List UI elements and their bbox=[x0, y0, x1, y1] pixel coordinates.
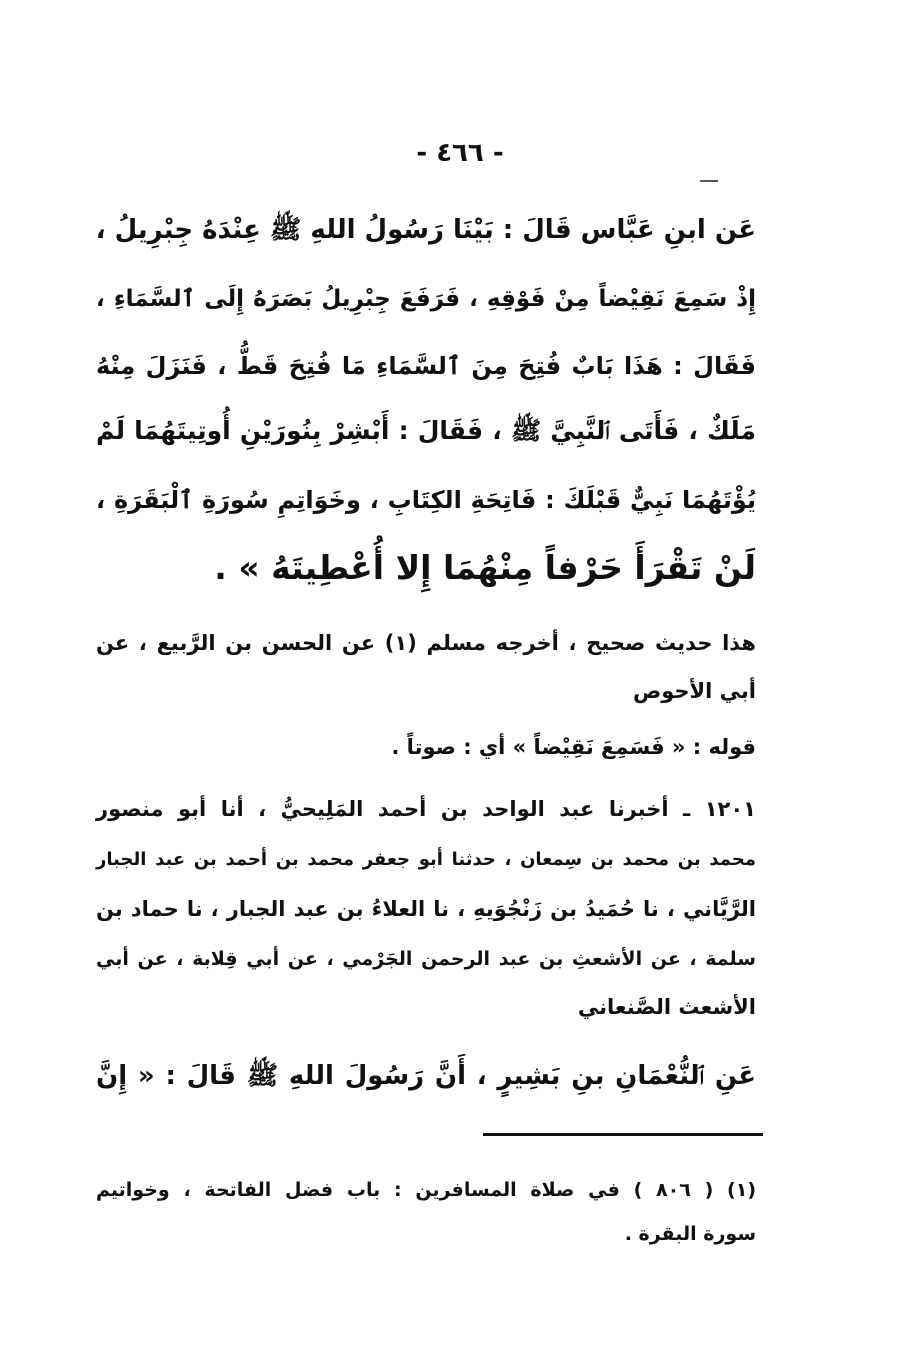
hadith-1-line: مَلَكٌ ، فَأَتَى ٱلنَّبِيَّ ﷺ ، فَقَالَ : أَبْشِرْ بِنُورَيْنِ أُوتِيتَهُمَا لَمْ bbox=[96, 415, 756, 445]
footnote-line: سورة البقرة . bbox=[624, 1223, 756, 1245]
commentary-line: هذا حديث صحيح ، أخرجه مسلم (١) عن الحسن بن الرَّبيع ، عن bbox=[96, 631, 756, 655]
page-number: - ٤٦٦ - bbox=[416, 138, 504, 168]
hadith-1-line: فَقَالَ : هَذَا بَابٌ فُتِحَ مِنَ ٱلسَّمَاءِ مَا فُتِحَ قَطُّ ، فَنَزَلَ مِنْهُ bbox=[96, 352, 756, 380]
isnad-line: سلمة ، عن الأشعثِ بن عبد الرحمن الجَرْمي ، عن أبي قِلابة ، عن أبي bbox=[96, 948, 756, 970]
isnad-line: ١٢٠١ ـ أخبرنا عبد الواحد بن أحمد المَلِيحيُّ ، أنا أبو منصور bbox=[96, 797, 756, 821]
hadith-2-line: عَنِ ٱلنُّعْمَانِ بنِ بَشِيرٍ ، أَنَّ رَسُولَ اللهِ ﷺ قَالَ : « إِنَّ bbox=[96, 1061, 756, 1091]
footnote-rule bbox=[483, 1133, 763, 1136]
hadith-1-line: عَن ابنِ عَبَّاس قَالَ : بَيْنَا رَسُولُ اللهِ ﷺ عِنْدَهُ جِبْرِيلُ ، bbox=[95, 215, 756, 245]
isnad-line: الأشعث الصَّنعاني bbox=[577, 995, 756, 1019]
hadith-1-line: لَنْ تَقْرَأَ حَرْفاً مِنْهُمَا إِلا أُعْطِيتَهُ » . bbox=[214, 547, 756, 587]
scan-mark bbox=[700, 180, 718, 182]
commentary-line: قوله : « فَسَمِعَ نَقِيْضاً » أي : صوتاً . bbox=[391, 735, 756, 759]
hadith-1-line: إِذْ سَمِعَ نَقِيْضاً مِنْ فَوْقِهِ ، فَرَفَعَ جِبْرِيلُ بَصَرَهُ إِلَى ٱلسَّمَاءِ ، bbox=[96, 286, 756, 312]
footnote-line: (١) ( ٨٠٦ ) في صلاة المسافرين : باب فضل الفاتحة ، وخواتيم bbox=[96, 1179, 756, 1201]
isnad-line: محمد بن محمد بن سِمعان ، حدثنا أبو جعفر محمد بن أحمد بن عبد الجبار bbox=[96, 848, 756, 870]
isnad-line: الرَّيَّاني ، نا حُمَيدُ بن زَنْجُوَيهِ ، نا العلاءُ بن عبد الجبار ، نا حماد بن bbox=[96, 897, 756, 921]
hadith-1-line: يُؤْتَهُمَا نَبِيٌّ قَبْلَكَ : فَاتِحَةِ الكِتَابِ ، وخَوَاتِمِ سُورَةِ ٱلْبَقَرَةِ ، bbox=[96, 486, 756, 514]
commentary-line: أبي الأحوص bbox=[632, 679, 756, 703]
